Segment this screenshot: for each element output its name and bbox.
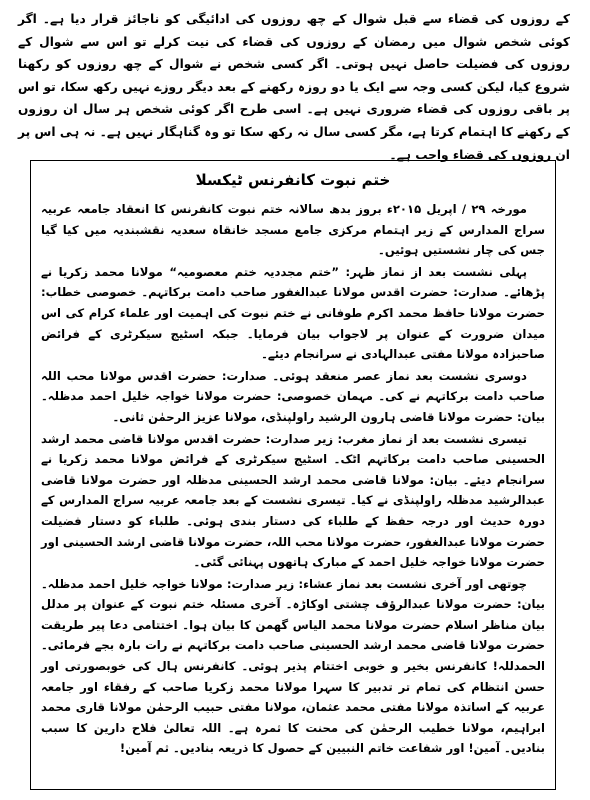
- article-box: [30, 160, 556, 790]
- intro-paragraph: کے روزوں کی قضاء سے قبل شوال کے چھ روزوں کی ادائیگی کو ناجائز قرار دیا ہے۔ اگر کوئی شخص شوال میں رمضان کے روزوں کی قضاء کی نیت کرلے تو اس سے شوال کے روزوں کی فضیلت حاصل نہیں ہوتی۔ اگر کسی شخص نے شوال کے چھ روزوں کو رکھنا شروع کیا، لیکن کسی وجہ سے ایک یا دو روزہ رکھنے کے بعد دیگر روزے نہیں رکھ سکا، تو اس پر باقی روزوں کی قضاء ضروری نہیں ہے۔ اسی طرح اگر کوئی شخص ہر سال ان روزوں کے رکھنے کا اہتمام کرتا ہے، مگر کسی سال نہ رکھ سکا تو وہ گناہگار نہیں ہے۔ نہ ہی اس پر ان روزوں کی قضاء واجب ہے۔: [18, 12, 570, 162]
- article-paragraph: تیسری نشست بعد از نماز مغرب: زیر صدارت: حضرت اقدس مولانا قاضی محمد ارشد الحسینی صاحب دامت برکاتہم اٹک۔ اسٹیج سیکرٹری کے فرائض مولانا محمد زکریا نے سرانجام دیئے۔ بیان: مولانا قاضی محمد ارشد الحسینی مدظلہ اور حضرت مولانا قاضی عبدالرشید مدظلہ راولپنڈی نے کیا۔ تیسری نشست کے بعد جامعہ عربیہ سراج المدارس کے دورہ حدیث اور درجہ حفظ کے طلباء کی دستار بندی ہوئی۔ طلباء کو دستار فضیلت حضرت مولانا عبدالغفور، حضرت مولانا محب اللہ، حضرت مولانا قاضی ارشد الحسینی اور حضرت مولانا خواجہ خلیل احمد کے مبارک ہاتھوں پہنائی گئی۔: [41, 431, 545, 570]
- article-paragraph: پہلی نشست بعد از نماز ظہر: ”ختم مجددیہ ختم معصومیہ“ مولانا محمد زکریا نے پڑھائے۔ صدارت: حضرت اقدس مولانا عبدالغفور صاحب دامت برکاتہم۔ خصوصی خطاب: حضرت مولانا حافظ محمد اکرم طوفانی نے ختم نبوت کی اہمیت اور علماء کرام کی اس میدان ضرورت کے عنوان پر لاجواب بیان فرمایا۔ جبکہ اسٹیج سیکرٹری کے فرائض صاحبزادہ مولانا مفتی عبدالہادی نے سرانجام دیئے۔: [41, 264, 545, 362]
- article-paragraph: مورخہ ۲۹ / اپریل ۲۰۱۵ء بروز بدھ سالانہ ختم نبوت کانفرنس کا انعقاد جامعہ عربیہ سراج المدارس کے زیر اہتمام مرکزی جامع مسجد خانقاہ سعدیہ نقشبندیہ میں کیا گیا جس کی چار نشستیں ہوئیں۔: [41, 202, 545, 258]
- article-paragraph: دوسری نشست بعد نماز عصر منعقد ہوئی۔ صدارت: حضرت اقدس مولانا محب اللہ صاحب دامت برکاتہم نے کی۔ مہمان خصوصی: حضرت مولانا خواجہ خلیل احمد مدظلہ۔ بیان: حضرت مولانا قاضی ہارون الرشید راولپنڈی، مولانا عزیز الرحمٰن ثانی۔: [41, 368, 545, 424]
- article-title: ختم نبوت کانفرنس ٹیکسلا: [195, 171, 391, 189]
- article-body: [41, 199, 545, 759]
- intro-text-block: [18, 8, 570, 166]
- article-paragraph: چوتھی اور آخری نشست بعد نماز عشاء: زیر صدارت: مولانا خواجہ خلیل احمد مدظلہ۔ بیان: حضرت مولانا عبدالرؤف چشتی اوکاڑہ۔ آخری مسئلہ ختم نبوت کے عنوان پر مدلل بیان مناظر اسلام حضرت مولانا محمد الیاس گھمن کا بیان ہوا۔ اختتامی دعا پیر طریقت حضرت مولانا قاضی محمد ارشد الحسینی صاحب دامت برکاتہم نے رات بارہ بجے فرمائی۔ الحمدللہ! کانفرنس بخیر و خوبی اختتام پذیر ہوئی۔ کانفرنس ہال کی خوبصورتی اور حسن انتظام کی تمام تر تدبیر کا سہرا مولانا محمد زکریا صاحب کے رفقاء اور جامعہ عربیہ کے اساتذہ مولانا مفتی محمد عثمان، مولانا مفتی حبیب الرحمٰن مولانا قاری محمد ابراہیم، مولانا خطیب الرحمٰن کی محنت کا ثمرہ ہے۔ اللہ تعالیٰ فلاح دارین کا سبب بنادیں۔ آمین! اور شفاعت خاتم النبیین کے حصول کا ذریعہ بنادیں۔ ثم آمین!: [41, 576, 545, 756]
